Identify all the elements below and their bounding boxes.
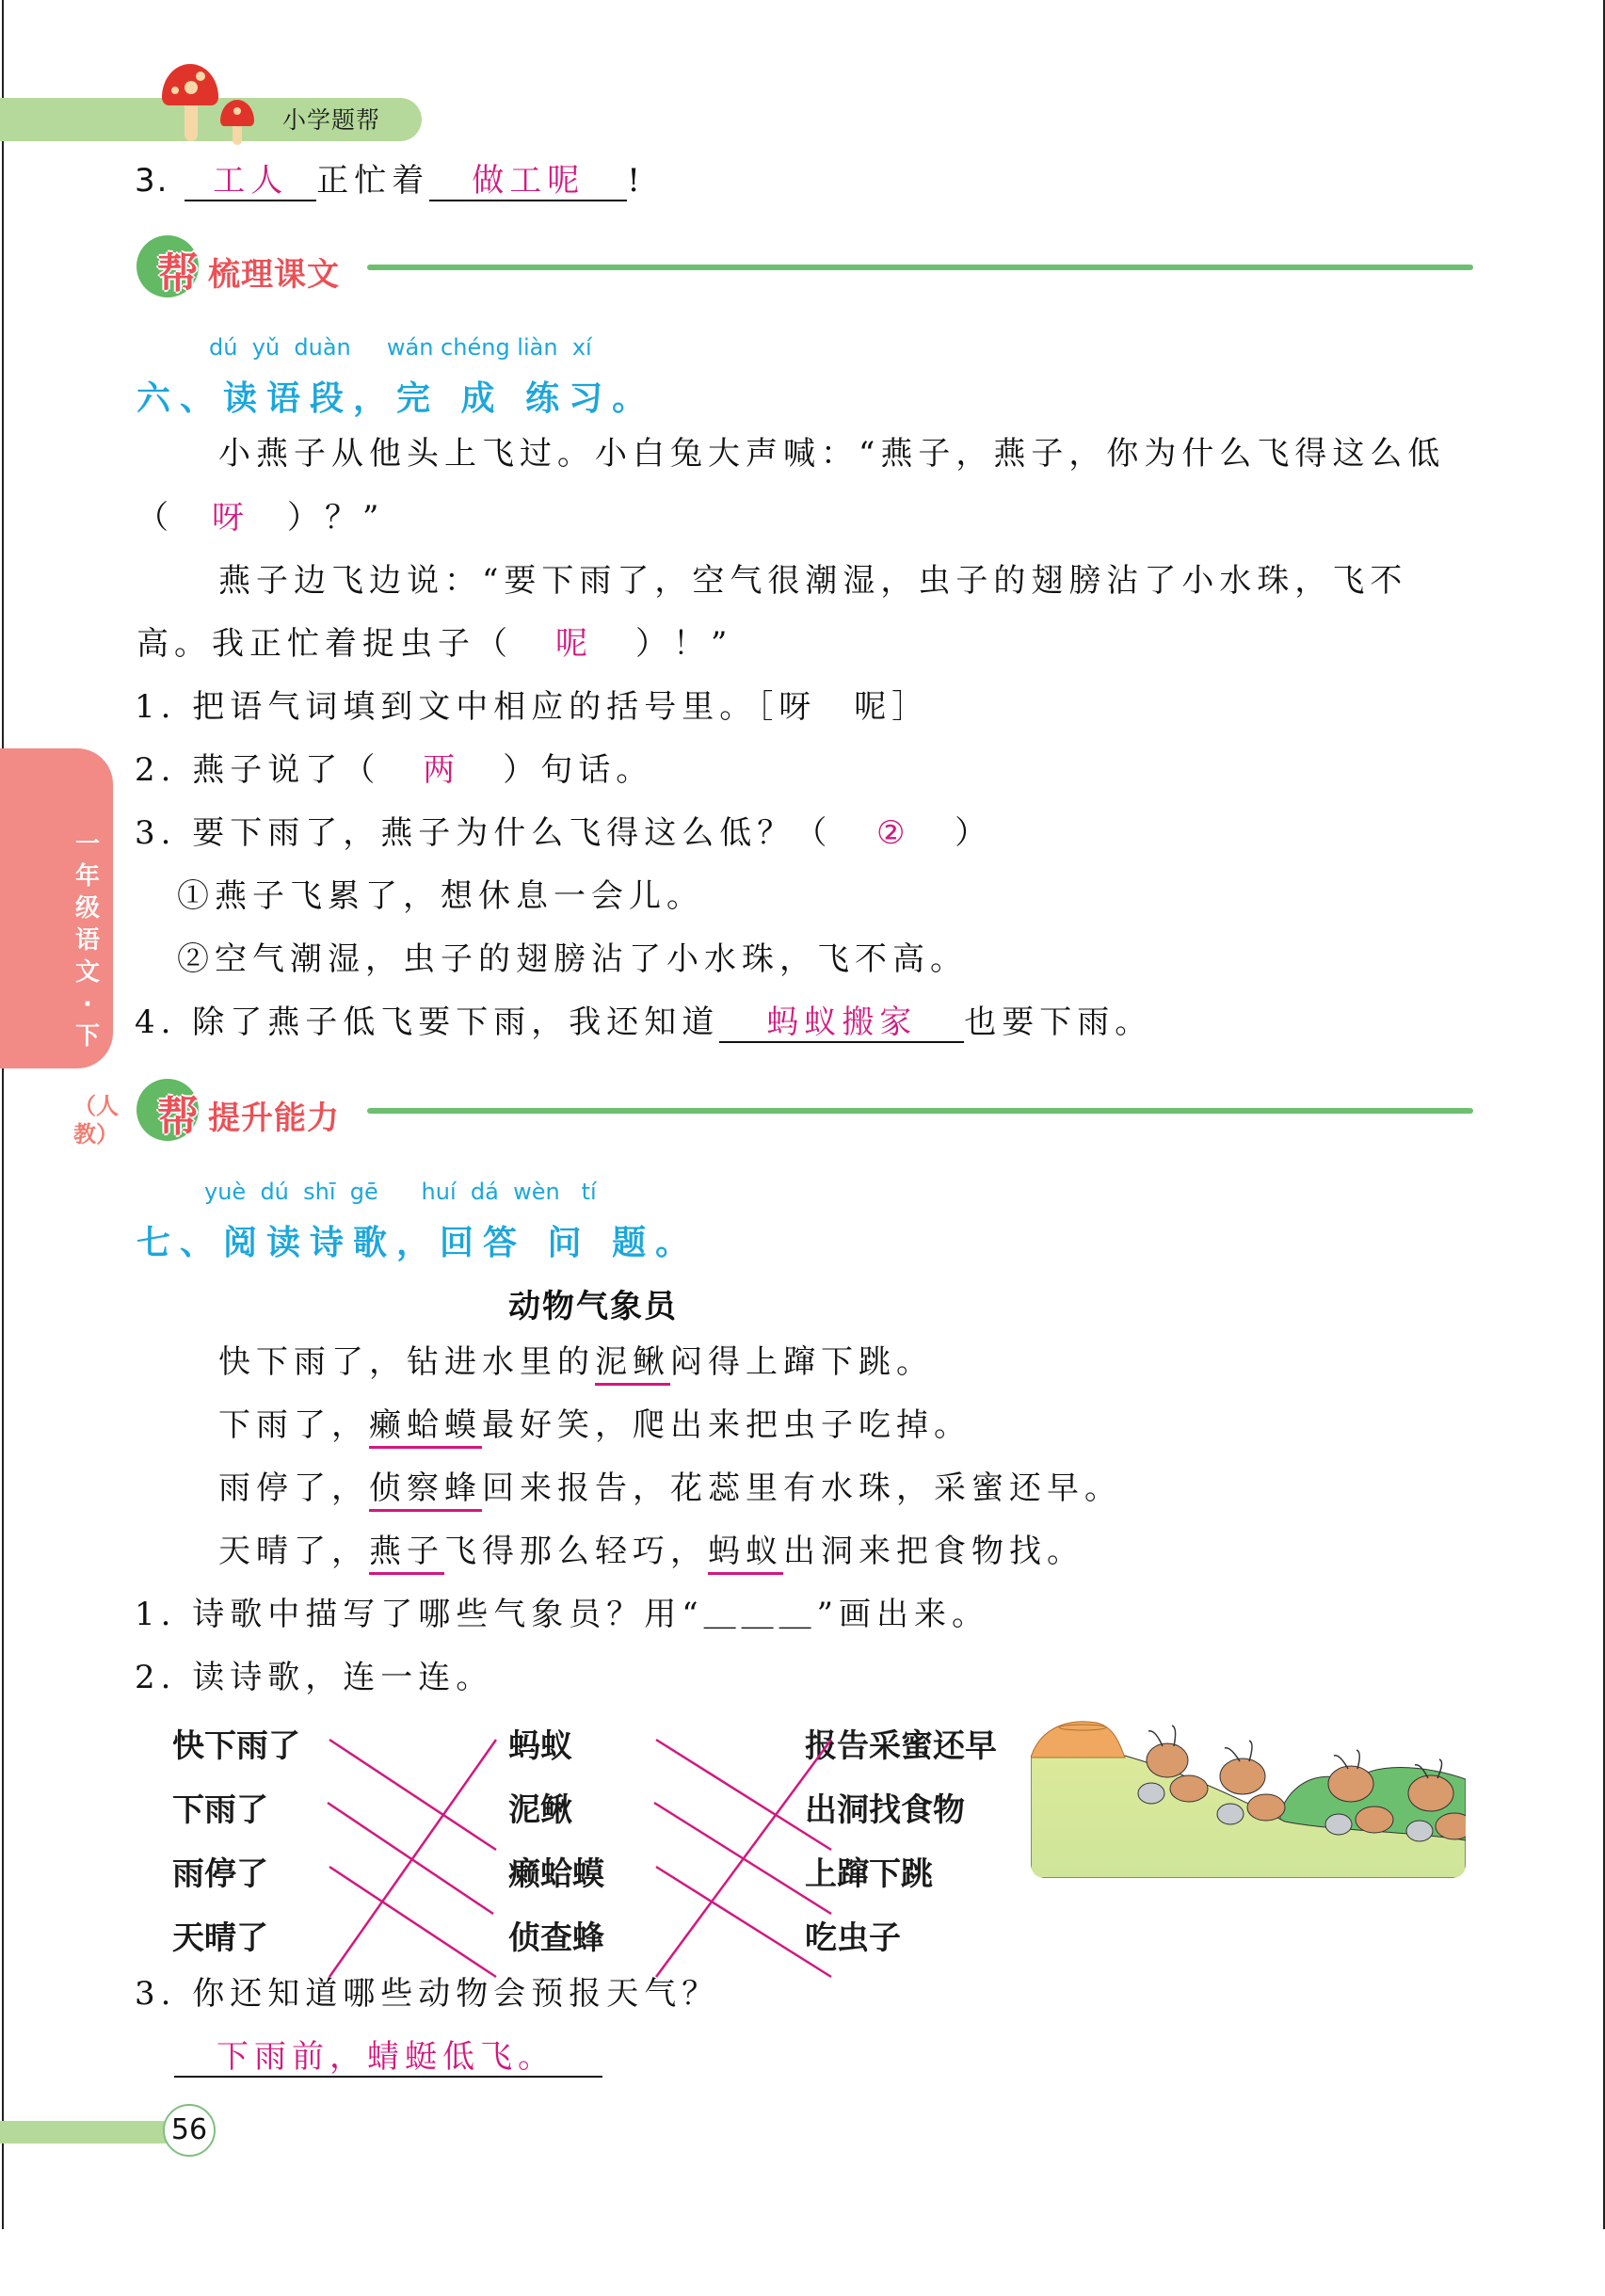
question-text: ）句话。 bbox=[503, 751, 654, 789]
sentence-text: 正忙着 bbox=[316, 162, 430, 200]
poem-text: 下雨了， bbox=[218, 1406, 369, 1444]
poem-text: 出洞来把食物找。 bbox=[783, 1533, 1084, 1570]
answer-blank[interactable]: 做工呢 bbox=[429, 162, 627, 201]
section-title: 提升能力 bbox=[208, 1100, 340, 1137]
poem-text: 回来报告，花蕊里有水珠，采蜜还早。 bbox=[482, 1469, 1122, 1507]
answer-blank[interactable]: 蚂蚁搬家 bbox=[719, 1003, 964, 1043]
paragraph-line: 小燕子从他头上飞过。小白兔大声喊：“燕子，燕子，你为什么飞得这么低 bbox=[218, 435, 1446, 473]
question-text: ） bbox=[955, 814, 993, 852]
paren-open: （ bbox=[136, 499, 174, 537]
poem-text: 雨停了， bbox=[218, 1469, 369, 1507]
match-right-item[interactable]: 吃虫子 bbox=[805, 1919, 901, 1957]
answer-fill[interactable]: ② bbox=[876, 814, 911, 852]
poem-text: 飞得那么轻巧， bbox=[444, 1533, 708, 1570]
answer-blank[interactable]: 工人 bbox=[185, 162, 316, 201]
answer-fill[interactable]: 呀 bbox=[212, 499, 249, 537]
poem-text: 闷得上蹿下跳。 bbox=[670, 1343, 934, 1381]
question-3: 3. 你还知道哪些动物会预报天气？ bbox=[135, 1975, 720, 2013]
paren-close: ）？” bbox=[287, 499, 385, 537]
question-text: 也要下雨。 bbox=[964, 1003, 1153, 1041]
banner-title: 小学题帮 bbox=[282, 106, 381, 134]
match-left-item[interactable]: 快下雨了 bbox=[172, 1727, 300, 1765]
question-2: 2. 读诗歌，连一连。 bbox=[135, 1659, 494, 1696]
pinyin-line: yuè dú shī gē huí dá wèn tí bbox=[204, 1179, 597, 1205]
question-text: 4. 除了燕子低飞要下雨，我还知道 bbox=[135, 1003, 720, 1041]
poem-text: 快下雨了，钻进水里的 bbox=[218, 1343, 595, 1381]
underlined-animal[interactable]: 蚂蚁 bbox=[708, 1533, 783, 1575]
answer-fill[interactable]: 两 bbox=[423, 751, 461, 789]
poem-text: 最好笑，爬出来把虫子吃掉。 bbox=[482, 1406, 971, 1444]
match-left-item[interactable]: 下雨了 bbox=[172, 1791, 268, 1829]
match-left-item[interactable]: 雨停了 bbox=[172, 1855, 268, 1893]
match-right-item[interactable]: 出洞找食物 bbox=[805, 1791, 965, 1829]
poem-title: 动物气象员 bbox=[508, 1288, 678, 1325]
section-title: 梳理课文 bbox=[208, 256, 340, 294]
answer-blank[interactable]: 下雨前，蜻蜓低飞。 bbox=[174, 2038, 602, 2078]
underlined-animal[interactable]: 侦察蜂 bbox=[369, 1469, 482, 1512]
underlined-animal[interactable]: 燕子 bbox=[369, 1533, 444, 1575]
match-right-item[interactable]: 上蹿下跳 bbox=[805, 1855, 933, 1893]
option-2[interactable]: ②空气潮湿，虫子的翅膀沾了小水珠，飞不高。 bbox=[177, 940, 968, 978]
side-tab-publisher: （人教） bbox=[73, 1093, 119, 1148]
question-text: 3. 要下雨了，燕子为什么飞得这么低？（ bbox=[135, 814, 833, 852]
paragraph-line: 燕子边飞边说：“要下雨了，空气很潮湿，虫子的翅膀沾了小水珠，飞不 bbox=[218, 562, 1408, 600]
sentence-end: ! bbox=[627, 162, 646, 200]
question-1: 1. 诗歌中描写了哪些气象员？用“＿＿＿”画出来。 bbox=[135, 1596, 990, 1633]
footer-bar bbox=[0, 2121, 169, 2143]
sentence-text: 高。我正忙着捉虫子（ bbox=[136, 625, 513, 663]
item-number: 3. bbox=[135, 162, 169, 200]
section-bang-glyph: 帮 bbox=[157, 1093, 199, 1141]
ants-moving-illustration bbox=[1031, 1718, 1466, 1878]
paren-close: ）！” bbox=[635, 625, 733, 663]
question-1: 1. 把语气词填到文中相应的括号里。［呀 呢］ bbox=[135, 688, 930, 726]
underlined-animal[interactable]: 泥鳅 bbox=[595, 1343, 670, 1386]
question-text: 2. 燕子说了（ bbox=[135, 751, 381, 789]
match-right-item[interactable]: 报告采蜜还早 bbox=[805, 1727, 997, 1765]
match-middle-item[interactable]: 泥鳅 bbox=[508, 1791, 572, 1829]
exercise-title: 六、读语段，完 成 练习。 bbox=[136, 379, 656, 418]
underlined-animal[interactable]: 癞蛤蟆 bbox=[369, 1406, 482, 1449]
section-bang-glyph: 帮 bbox=[157, 249, 199, 297]
answer-line bbox=[174, 2038, 602, 2078]
page-number: 56 bbox=[163, 2104, 216, 2157]
answer-fill[interactable]: 呢 bbox=[555, 625, 593, 663]
option-1[interactable]: ①燕子飞累了，想休息一会儿。 bbox=[177, 877, 704, 915]
match-middle-item[interactable]: 侦查蜂 bbox=[508, 1919, 604, 1957]
poem-text: 天晴了， bbox=[218, 1533, 369, 1570]
pinyin-line: dú yǔ duàn wán chéng liàn xí bbox=[209, 334, 592, 361]
match-left-item[interactable]: 天晴了 bbox=[172, 1919, 268, 1957]
match-middle-item[interactable]: 癞蛤蟆 bbox=[508, 1855, 604, 1893]
match-middle-item[interactable]: 蚂蚁 bbox=[508, 1727, 572, 1765]
side-tab-grade: 一年级语文·下 bbox=[74, 830, 100, 1051]
exercise-title: 七、阅读诗歌，回答 问 题。 bbox=[136, 1224, 699, 1262]
